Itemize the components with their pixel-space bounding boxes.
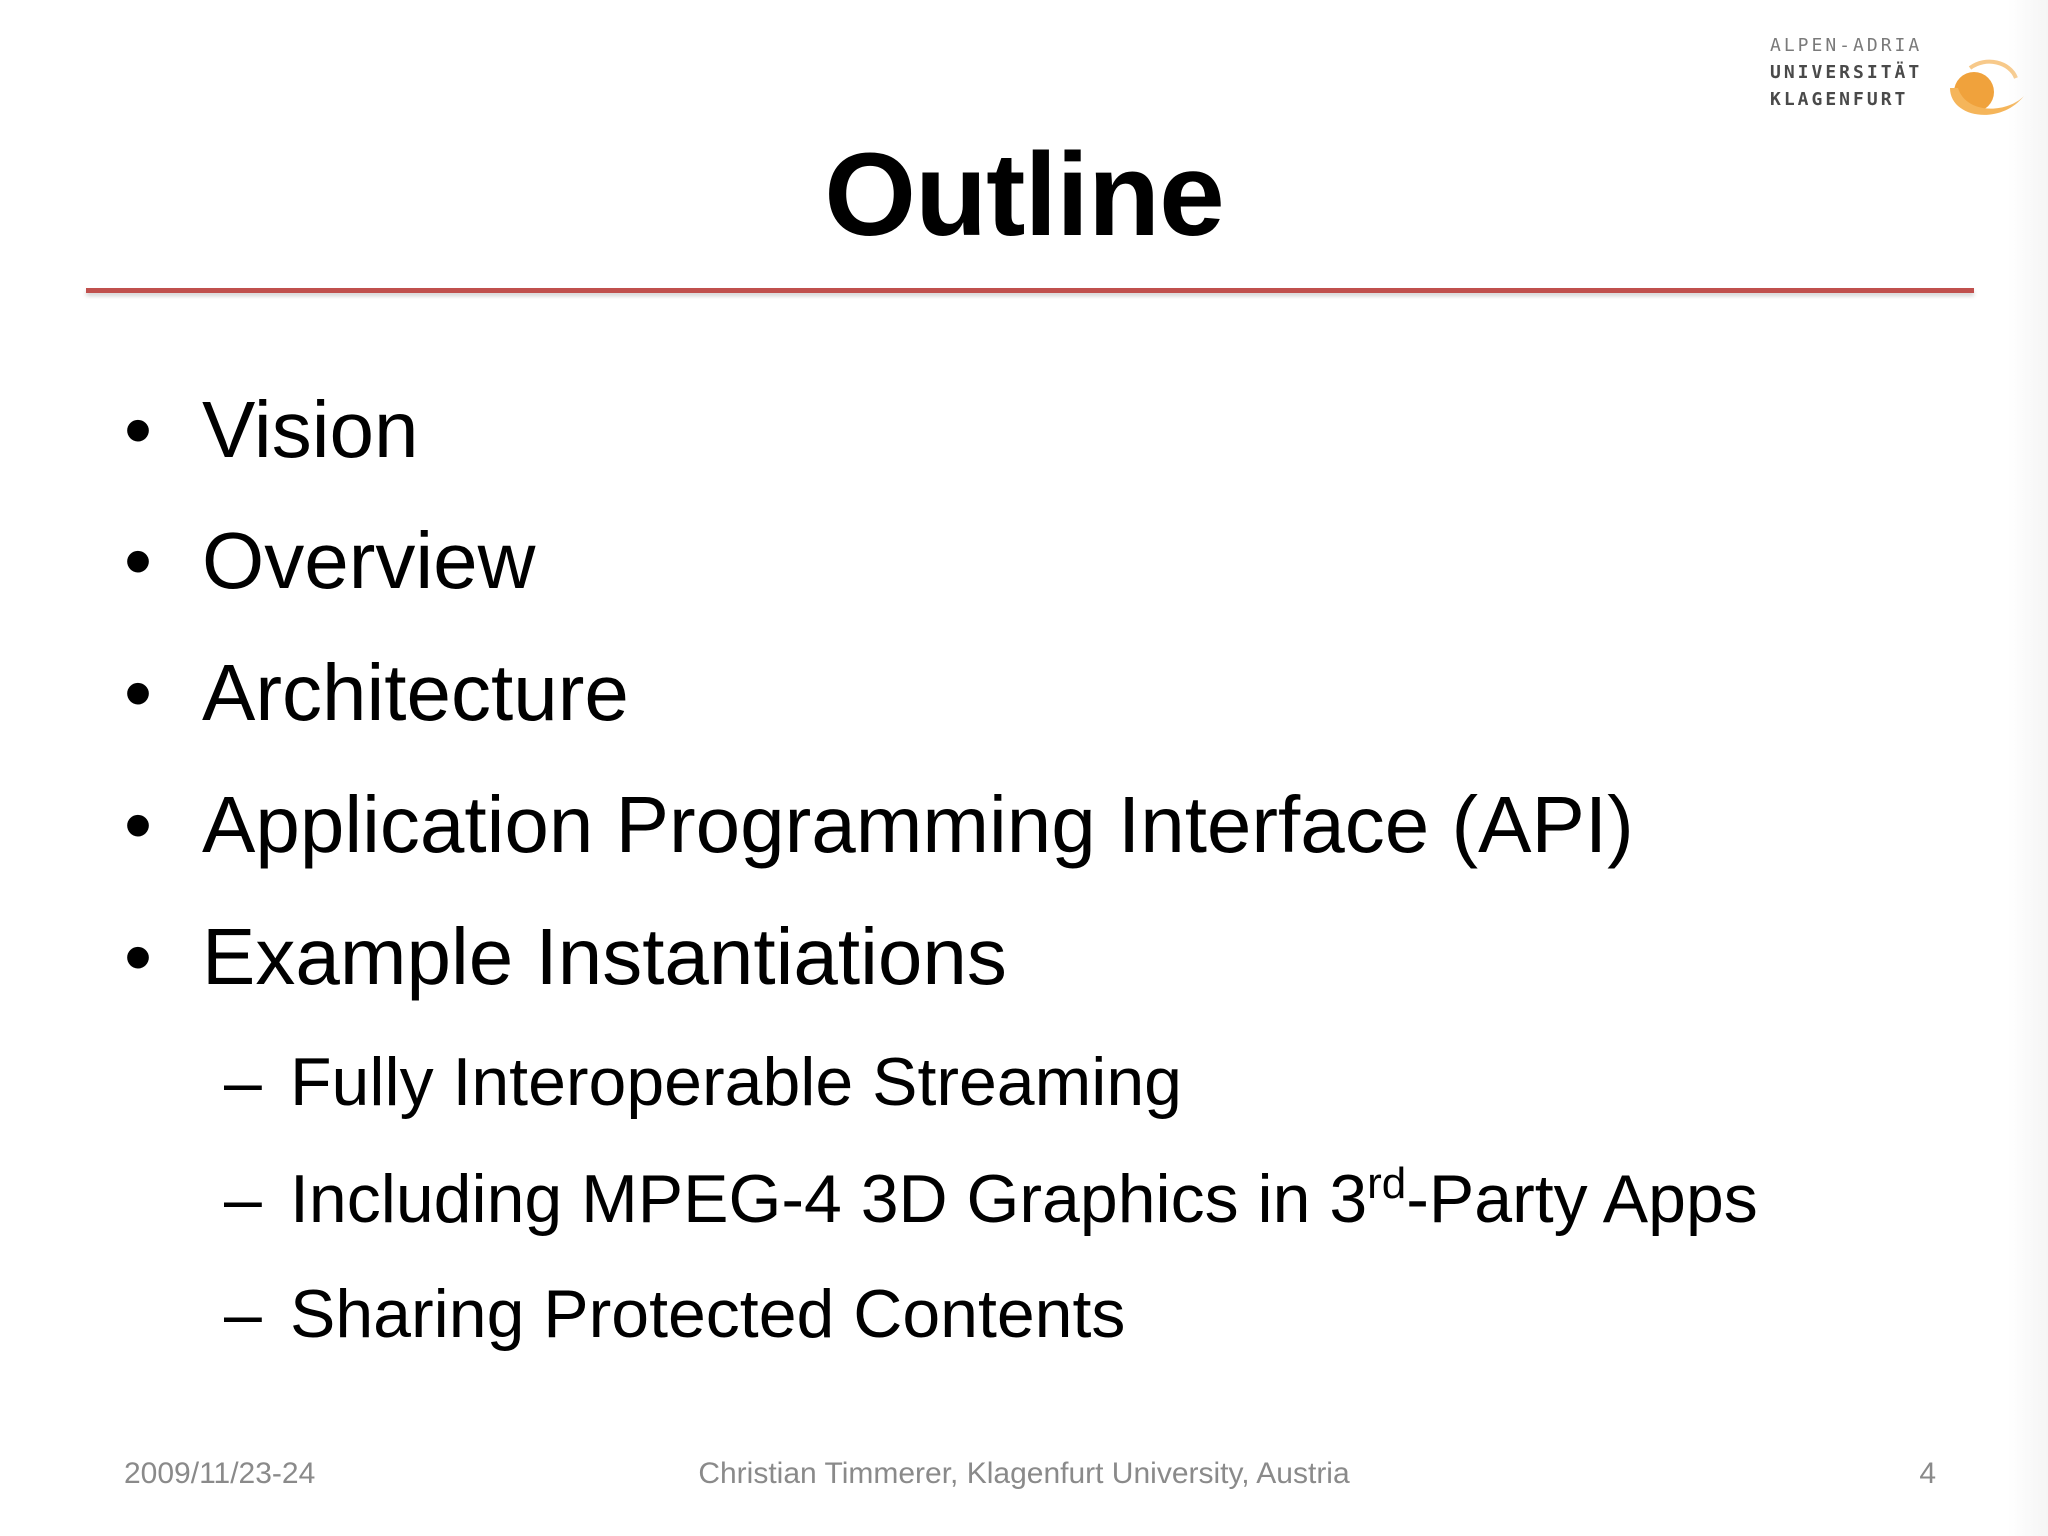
bullet-text: Overview xyxy=(202,516,536,605)
sub-bullet-text-before: Including MPEG-4 3D Graphics in 3 xyxy=(290,1161,1368,1237)
title-divider xyxy=(86,288,1974,293)
sub-bullet-text-after: -Party Apps xyxy=(1406,1161,1758,1237)
ordinal-superscript: rd xyxy=(1367,1159,1407,1208)
bullet-text: Architecture xyxy=(202,648,629,737)
logo-line-3: KLAGENFURT xyxy=(1770,89,1909,110)
bullet-marker: • xyxy=(124,780,153,869)
footer-author: Christian Timmerer, Klagenfurt University, Austria xyxy=(698,1457,1350,1490)
sub-bullet-marker: – xyxy=(224,1044,262,1120)
bullet-marker: • xyxy=(124,385,153,474)
sub-bullet-marker: – xyxy=(224,1276,262,1352)
logo-text xyxy=(1770,32,1922,113)
bullet-marker: • xyxy=(124,912,153,1001)
logo-line-2: UNIVERSITÄT xyxy=(1770,62,1923,83)
sub-bullet-text: Sharing Protected Contents xyxy=(290,1276,1126,1352)
bullet-text: Vision xyxy=(202,385,419,474)
logo-line-1: ALPEN-ADRIA xyxy=(1770,35,1923,56)
slide-title: Outline xyxy=(824,129,1224,261)
bullet-text: Application Programming Interface (API) xyxy=(202,780,1634,869)
footer-date: 2009/11/23-24 xyxy=(124,1457,316,1490)
bullet-text: Example Instantiations xyxy=(202,912,1007,1001)
sub-bullet-text: Fully Interoperable Streaming xyxy=(290,1044,1183,1120)
page-number: 4 xyxy=(1919,1457,1936,1490)
sub-bullet-marker: – xyxy=(224,1161,262,1237)
university-logo xyxy=(1770,30,2030,126)
sub-bullet-text xyxy=(290,1157,1758,1241)
slide-edge-shade xyxy=(2008,0,2048,1536)
bullet-marker: • xyxy=(124,516,153,605)
bullet-marker: • xyxy=(124,648,153,737)
